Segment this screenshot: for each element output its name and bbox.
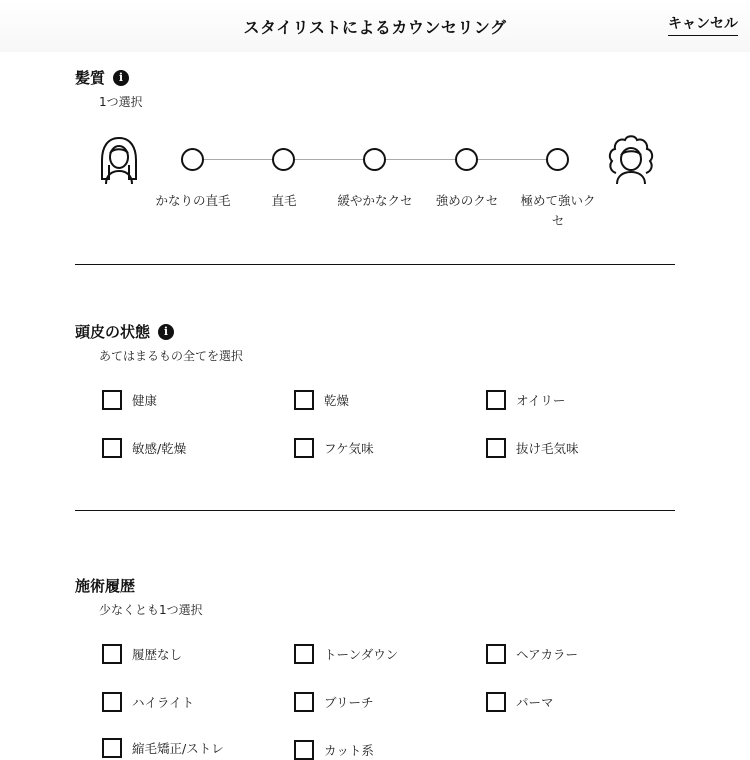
checkbox-label: ハイライト — [132, 695, 195, 710]
checkbox[interactable] — [102, 438, 122, 458]
checkbox[interactable] — [102, 738, 122, 758]
hair-quality-title — [75, 67, 129, 88]
history-subtitle: 少なくとも1つ選択 — [99, 603, 203, 617]
scalp-subtitle: あてはまるもの全てを選択 — [99, 349, 244, 363]
checkbox-label: ヘアカラー — [516, 647, 579, 662]
info-icon[interactable]: i — [158, 324, 174, 340]
header-bar — [0, 0, 750, 52]
hair-option-label-4: 強めのクセ — [435, 193, 499, 208]
history-option-tone-down[interactable] — [294, 644, 398, 664]
scalp-option-dry[interactable] — [294, 390, 349, 410]
checkbox-label: オイリー — [516, 393, 566, 408]
checkbox[interactable] — [294, 390, 314, 410]
scalp-option-hair-loss[interactable] — [486, 438, 579, 458]
checkbox[interactable] — [294, 644, 314, 664]
checkbox-label: 敏感/乾燥 — [132, 441, 187, 456]
scalp-option-oily[interactable] — [486, 390, 565, 410]
checkbox[interactable] — [294, 438, 314, 458]
checkbox-label: トーンダウン — [324, 647, 399, 662]
hair-option-label-2: 直毛 — [271, 193, 297, 208]
scalp-option-sensitive-dry[interactable] — [102, 438, 186, 458]
hair-option-radio-4[interactable] — [455, 148, 478, 171]
hair-option-label-3: 緩やかなクセ — [337, 193, 413, 208]
checkbox[interactable] — [486, 390, 506, 410]
scalp-option-dandruff[interactable] — [294, 438, 374, 458]
checkbox-label: ブリーチ — [324, 695, 374, 710]
hair-option-radio-3[interactable] — [363, 148, 386, 171]
checkbox[interactable] — [294, 740, 314, 760]
hair-option-label-5: 極めて強いク セ — [520, 193, 596, 228]
history-option-cut[interactable] — [294, 740, 374, 760]
checkbox[interactable] — [486, 644, 506, 664]
checkbox[interactable] — [102, 644, 122, 664]
history-option-bleach[interactable] — [294, 692, 374, 712]
hair-option-radio-2[interactable] — [272, 148, 295, 171]
checkbox[interactable] — [294, 692, 314, 712]
checkbox-label: フケ気味 — [324, 441, 374, 456]
checkbox-label: 乾燥 — [324, 393, 350, 408]
history-title-text: 施術履歴 — [75, 577, 136, 595]
history-option-none[interactable] — [102, 644, 182, 664]
hair-option-radio-1[interactable] — [181, 148, 204, 171]
page-title: スタイリストによるカウンセリング — [243, 18, 507, 37]
history-option-hair-color[interactable] — [486, 644, 578, 664]
scalp-title-text: 頭皮の状態 — [75, 323, 151, 341]
checkbox-label: 抜け毛気味 — [516, 441, 579, 456]
checkbox[interactable] — [102, 692, 122, 712]
checkbox[interactable] — [486, 438, 506, 458]
scalp-option-healthy[interactable] — [102, 390, 157, 410]
history-title — [75, 575, 135, 596]
hair-option-radio-5[interactable] — [546, 148, 569, 171]
checkbox-label: パーマ — [516, 695, 554, 710]
history-option-straightening[interactable] — [102, 738, 224, 758]
checkbox[interactable] — [102, 390, 122, 410]
history-option-highlight[interactable] — [102, 692, 194, 712]
hair-option-label-1: かなりの直毛 — [155, 193, 231, 208]
section-divider — [75, 510, 675, 511]
curly-hair-avatar-icon — [606, 133, 656, 185]
checkbox-label: 縮毛矯正/ストレ — [132, 741, 224, 756]
straight-hair-avatar-icon — [98, 135, 140, 185]
checkbox-label: 健康 — [132, 393, 158, 408]
cancel-button[interactable]: キャンセル — [668, 13, 738, 36]
scalp-title — [75, 321, 174, 342]
checkbox[interactable] — [486, 692, 506, 712]
hair-quality-title-text: 髪質 — [75, 69, 106, 87]
checkbox-label: 履歴なし — [132, 647, 183, 662]
hair-quality-subtitle: 1つ選択 — [99, 95, 143, 109]
history-option-perm[interactable] — [486, 692, 554, 712]
info-icon[interactable]: i — [113, 70, 129, 86]
section-divider — [75, 264, 675, 265]
checkbox-label: カット系 — [324, 743, 374, 758]
